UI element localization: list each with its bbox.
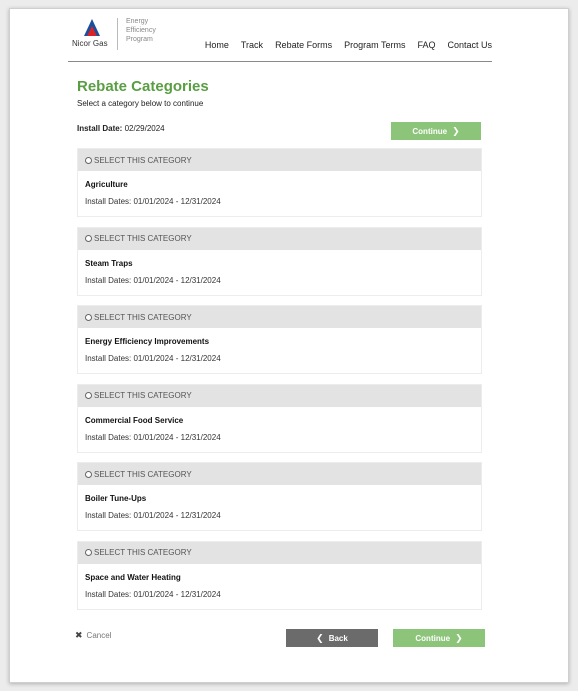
continue-button-top[interactable] [391,122,481,140]
nav-track[interactable]: Track [240,40,264,50]
category-details [78,564,481,599]
category-details [78,485,481,520]
program-line: Efficiency [126,27,156,34]
category-card-agriculture [77,148,482,217]
cancel-label: Cancel [86,631,112,640]
category-details [78,407,481,442]
category-card-commercial-food-service [77,384,482,453]
main-nav [205,40,492,50]
back-button-label: Back [328,633,348,643]
category-name: Agriculture [85,180,128,189]
logo-text: Nicor Gas [72,39,108,48]
nav-rebate-forms[interactable]: Rebate Forms [275,40,333,50]
program-line: Program [126,36,153,43]
select-category-option[interactable] [78,385,481,407]
nav-contact-us[interactable]: Contact Us [447,40,492,50]
radio-button[interactable] [85,392,92,399]
nav-faq[interactable]: FAQ [417,40,436,50]
chevron-right-icon: ❯ [452,125,460,136]
select-category-label: SELECT THIS CATEGORY [94,312,192,322]
select-category-label: SELECT THIS CATEGORY [94,548,192,557]
radio-button[interactable] [85,549,92,556]
category-card-energy-efficiency-improvements [77,305,482,374]
site-header [68,14,492,62]
continue-button-label: Continue [415,633,451,643]
radio-button[interactable] [85,471,92,478]
program-name [126,17,186,44]
select-category-label: SELECT THIS CATEGORY [94,155,192,165]
select-category-option[interactable] [78,542,481,564]
category-list [77,148,482,619]
category-install-dates: Install Dates: 01/01/2024 - 12/31/2024 [85,197,221,206]
category-install-dates: Install Dates: 01/01/2024 - 12/31/2024 [85,354,221,363]
category-name: Energy Efficiency Improvements [85,337,210,346]
category-install-dates: Install Dates: 01/01/2024 - 12/31/2024 [85,275,221,285]
continue-button-bottom[interactable] [393,629,485,647]
nav-home[interactable]: Home [204,40,229,50]
select-category-option[interactable] [78,228,481,250]
install-date-value: 02/29/2024 [124,124,165,133]
radio-button[interactable] [85,157,92,164]
radio-button[interactable] [85,314,92,321]
program-line: Energy [126,18,149,25]
chevron-right-icon: ❯ [455,632,463,643]
select-category-option[interactable] [78,463,481,485]
radio-button[interactable] [85,235,92,242]
continue-button-label: Continue [412,126,448,136]
category-install-dates: Install Dates: 01/01/2024 - 12/31/2024 [85,511,221,520]
flame-icon [83,19,101,37]
category-card-space-and-water-heating [77,541,482,610]
category-name: Space and Water Heating [85,572,181,582]
category-details [78,171,481,206]
category-card-boiler-tune-ups [77,462,482,531]
back-button[interactable] [286,629,378,647]
select-category-label: SELECT THIS CATEGORY [94,391,192,400]
category-card-steam-traps [77,227,482,296]
logo-divider [117,18,118,50]
category-name: Commercial Food Service [85,415,184,425]
select-category-label: SELECT THIS CATEGORY [94,234,192,243]
page-subtitle: Select a category below to continue [77,99,204,108]
select-category-option[interactable] [78,149,481,171]
nav-program-terms[interactable]: Program Terms [344,40,406,50]
page-title: Rebate Categories [77,78,209,95]
cancel-link[interactable] [75,630,111,641]
install-date-label: Install Date: [77,124,123,133]
select-category-option[interactable] [78,306,481,328]
category-name: Steam Traps [85,258,133,268]
category-name: Boiler Tune-Ups [85,494,147,503]
install-date [77,124,165,133]
select-category-label: SELECT THIS CATEGORY [94,469,192,479]
category-details [78,328,481,363]
nicor-gas-logo[interactable] [72,19,112,51]
chevron-left-icon: ❮ [316,632,324,643]
category-install-dates: Install Dates: 01/01/2024 - 12/31/2024 [85,432,221,442]
close-icon: ✖ [75,630,83,640]
category-install-dates: Install Dates: 01/01/2024 - 12/31/2024 [85,589,221,599]
category-details [78,250,481,285]
